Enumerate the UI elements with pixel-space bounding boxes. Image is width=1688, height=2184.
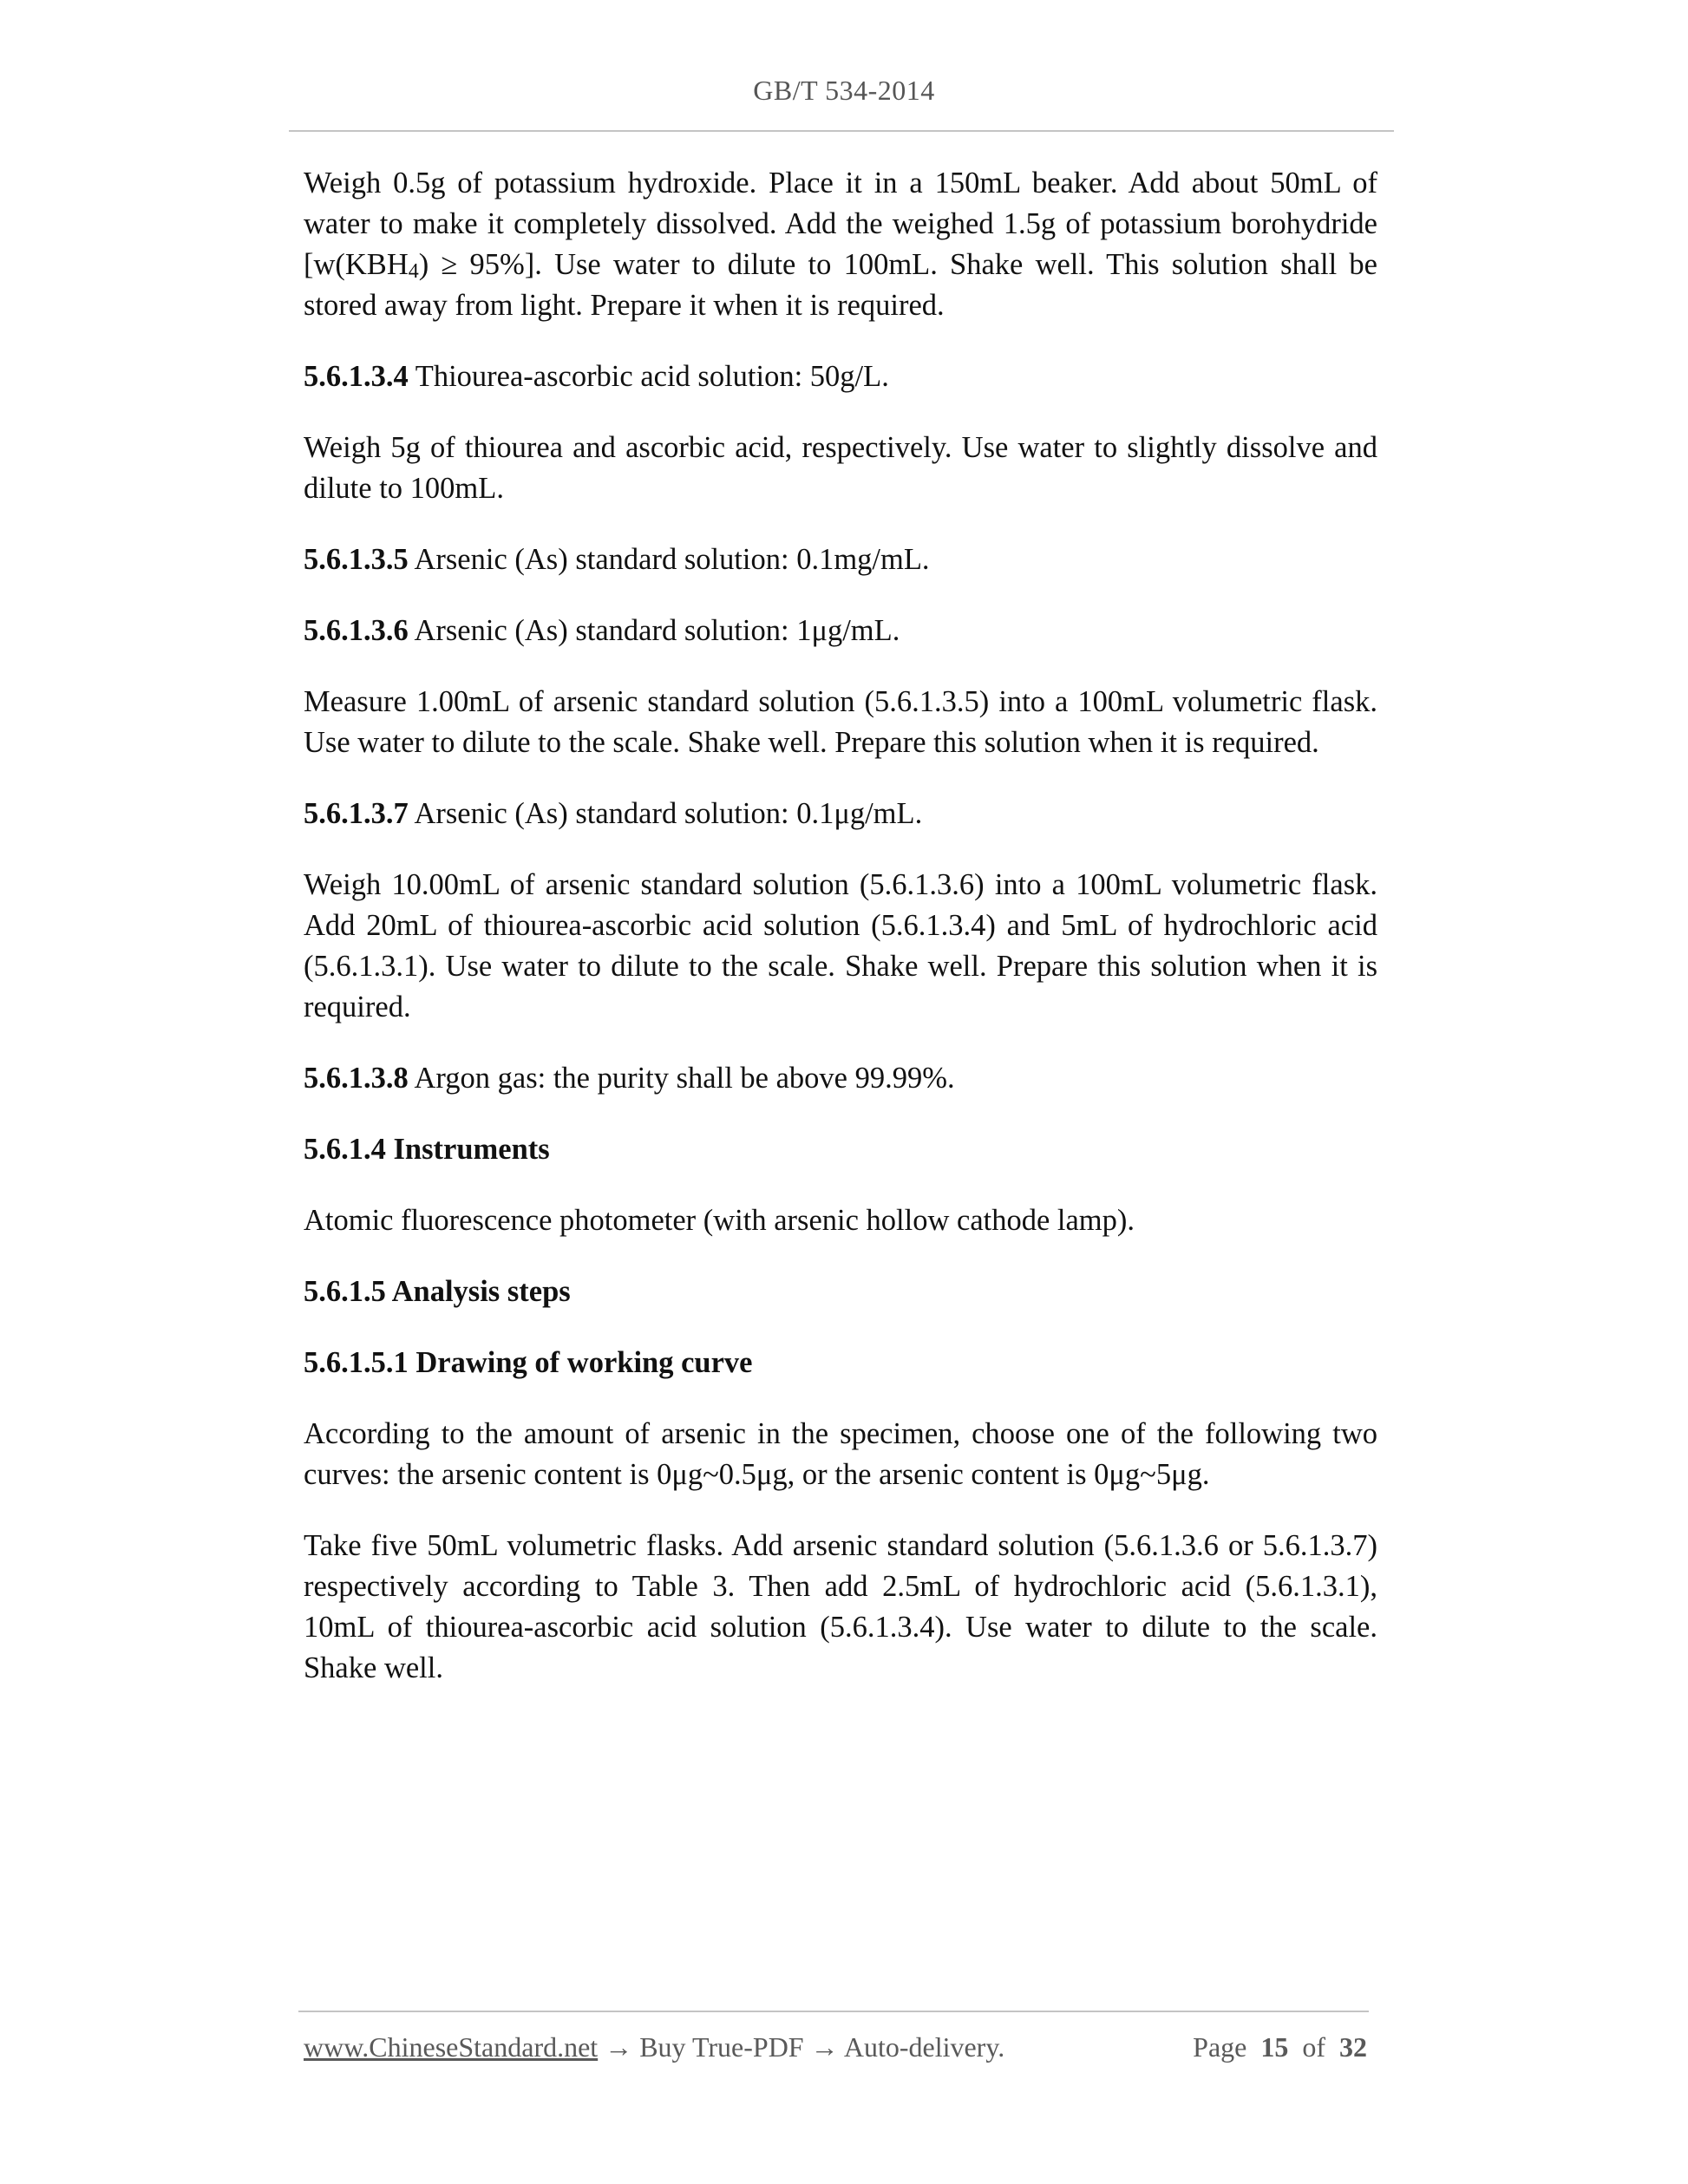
page-number [1193,2031,1367,2063]
delivery-text: Auto-delivery. [843,2031,1005,2063]
header-divider [289,130,1394,132]
heading-analysis-steps: 5.6.1.5 Analysis steps [304,1275,571,1308]
arrow-icon: → [598,2031,640,2063]
of-label: of [1302,2031,1325,2063]
clause-5-6-1-3-7 [304,794,1377,834]
current-page: 15 [1260,2031,1289,2063]
footer-divider [298,2011,1369,2012]
clause-number: 5.6.1.3.4 [304,360,409,393]
clause-5-6-1-3-8 [304,1058,1377,1099]
paragraph-instrument-desc: Atomic fluorescence photometer (with arsenic hollow cathode lamp). [304,1204,1135,1237]
page-label: Page [1193,2031,1247,2063]
paragraph-weigh-arsenic: Weigh 10.00mL of arsenic standard solution (5.6.1.3.6) into a 100mL volumetric flask. Add 20mL of thiourea-ascorbic acid solution (5.6.1.3.4) and 5mL of hydrochloric acid (5.6.1.3.1). Use water to dilute to the scale. Shake well. Prepare this solution when it is required. [304,868,1377,1023]
clause-5-6-1-3-5 [304,539,1377,580]
website-link[interactable]: www.ChineseStandard.net [304,2031,599,2063]
paragraph-curve-choice: According to the amount of arsenic in the specimen, choose one of the following two curves: the arsenic content is 0μg~0.5μg, or the arsenic content is 0μg~5μg. [304,1417,1377,1491]
paragraph-measure-arsenic: Measure 1.00mL of arsenic standard solution (5.6.1.3.5) into a 100mL volumetric flask. Use water to dilute to the scale. Shake well. Prepare this solution when it is required. [304,685,1377,759]
clause-text: Arsenic (As) standard solution: 0.1mg/mL. [408,543,930,576]
document-body [304,163,1377,1719]
clause-number: 5.6.1.3.5 [304,543,409,576]
clause-number: 5.6.1.3.8 [304,1062,409,1095]
paragraph-text-part: ) ≥ 95%]. Use water to dilute to 100mL. Shake well. This solution shall be stored away from light. Prepare it when it is required. [304,248,1377,322]
paragraph-thiourea-prep: Weigh 5g of thiourea and ascorbic acid, respectively. Use water to slightly dissolve and dilute to 100mL. [304,431,1377,505]
footer-links [304,2031,1004,2063]
clause-5-6-1-3-6 [304,611,1377,651]
total-pages: 32 [1339,2031,1367,2063]
buy-pdf-text: Buy True-PDF [639,2031,804,2063]
clause-text: Argon gas: the purity shall be above 99.99%. [408,1062,955,1095]
clause-5-6-1-3-4 [304,356,1377,397]
subscript: 4 [408,260,419,283]
arrow-icon: → [803,2031,844,2063]
clause-number: 5.6.1.3.6 [304,614,409,647]
heading-instruments: 5.6.1.4 Instruments [304,1133,550,1166]
clause-number: 5.6.1.3.7 [304,797,409,830]
clause-text: Thiourea-ascorbic acid solution: 50g/L. [408,360,889,393]
paragraph-flask-procedure: Take five 50mL volumetric flasks. Add arsenic standard solution (5.6.1.3.6 or 5.6.1.3.7) respectively according to Table 3. Then add 2.5mL of hydrochloric acid (5.6.1.3.1), 10mL of thiourea-ascorbic acid solution (5.6.1.3.4). Use water to dilute to the scale. Shake well. [304,1529,1377,1684]
paragraph-text-part: Weigh 0.5g of potassium hydroxide. Place it in a 150mL beaker. Add about 50mL of water to make it completely dissolved. Add the weighed 1.5g of potassium borohydride [w(KBH [304,167,1377,281]
page-header-title: GB/T 534-2014 [753,75,935,106]
clause-text: Arsenic (As) standard solution: 0.1μg/mL. [408,797,923,830]
clause-text: Arsenic (As) standard solution: 1μg/mL. [408,614,900,647]
heading-working-curve: 5.6.1.5.1 Drawing of working curve [304,1346,753,1379]
paragraph-kbh4-solution [304,163,1377,326]
